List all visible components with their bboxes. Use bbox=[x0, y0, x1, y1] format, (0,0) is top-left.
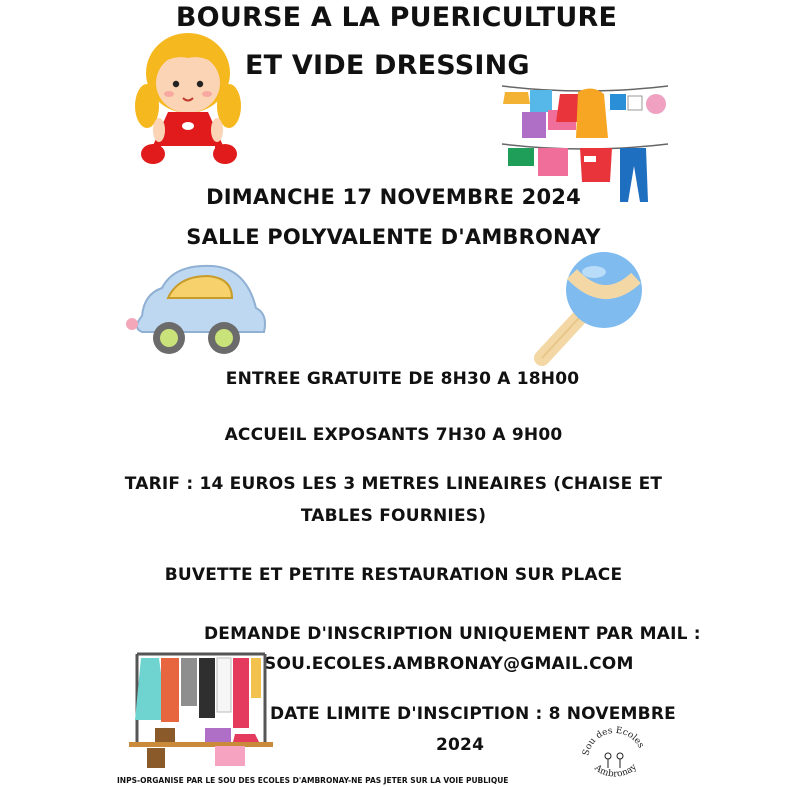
exhibitors-info: ACCUEIL EXPOSANTS 7H30 A 9H00 bbox=[224, 425, 563, 445]
toy-car-icon bbox=[122, 258, 272, 358]
registration-line-1: DEMANDE D'INSCRIPTION UNIQUEMENT PAR MAIL : bbox=[204, 624, 701, 644]
price-line-2: TABLES FOURNIES) bbox=[300, 506, 487, 526]
food-info: BUVETTE ET PETITE RESTAURATION SUR PLACE bbox=[164, 565, 623, 585]
svg-text:Ambronay: Ambronay bbox=[592, 762, 640, 780]
deadline-line-1: DATE LIMITE D'INSCIPTION : 8 NOVEMBRE bbox=[270, 704, 676, 724]
registration-email: SOU.ECOLES.AMBRONAY@GMAIL.COM bbox=[264, 654, 634, 674]
event-venue: SALLE POLYVALENTE D'AMBRONAY bbox=[186, 225, 601, 249]
title-line-1: BOURSE A LA PUERICULTURE bbox=[175, 2, 618, 33]
price-line-1: TARIF : 14 EUROS LES 3 METRES LINEAIRES (CHAISE ET bbox=[124, 474, 663, 494]
svg-text:Sou des Écoles: Sou des Écoles bbox=[581, 726, 646, 757]
sou-des-ecoles-logo bbox=[580, 726, 650, 782]
title-line-2: ET VIDE DRESSING bbox=[245, 50, 530, 81]
clothes-rack-icon bbox=[125, 650, 275, 770]
footer-note: INPS-ORGANISE PAR LE SOU DES ECOLES D'AMBRONAY-NE PAS JETER SUR LA VOIE PUBLIQUE bbox=[117, 776, 509, 785]
event-date: DIMANCHE 17 NOVEMBRE 2024 bbox=[206, 185, 581, 209]
entry-info: ENTREE GRATUITE DE 8H30 A 18H00 bbox=[225, 369, 580, 389]
deadline-line-2: 2024 bbox=[436, 735, 485, 755]
girl-doll-icon bbox=[133, 28, 243, 168]
baby-rattle-icon bbox=[532, 248, 652, 368]
